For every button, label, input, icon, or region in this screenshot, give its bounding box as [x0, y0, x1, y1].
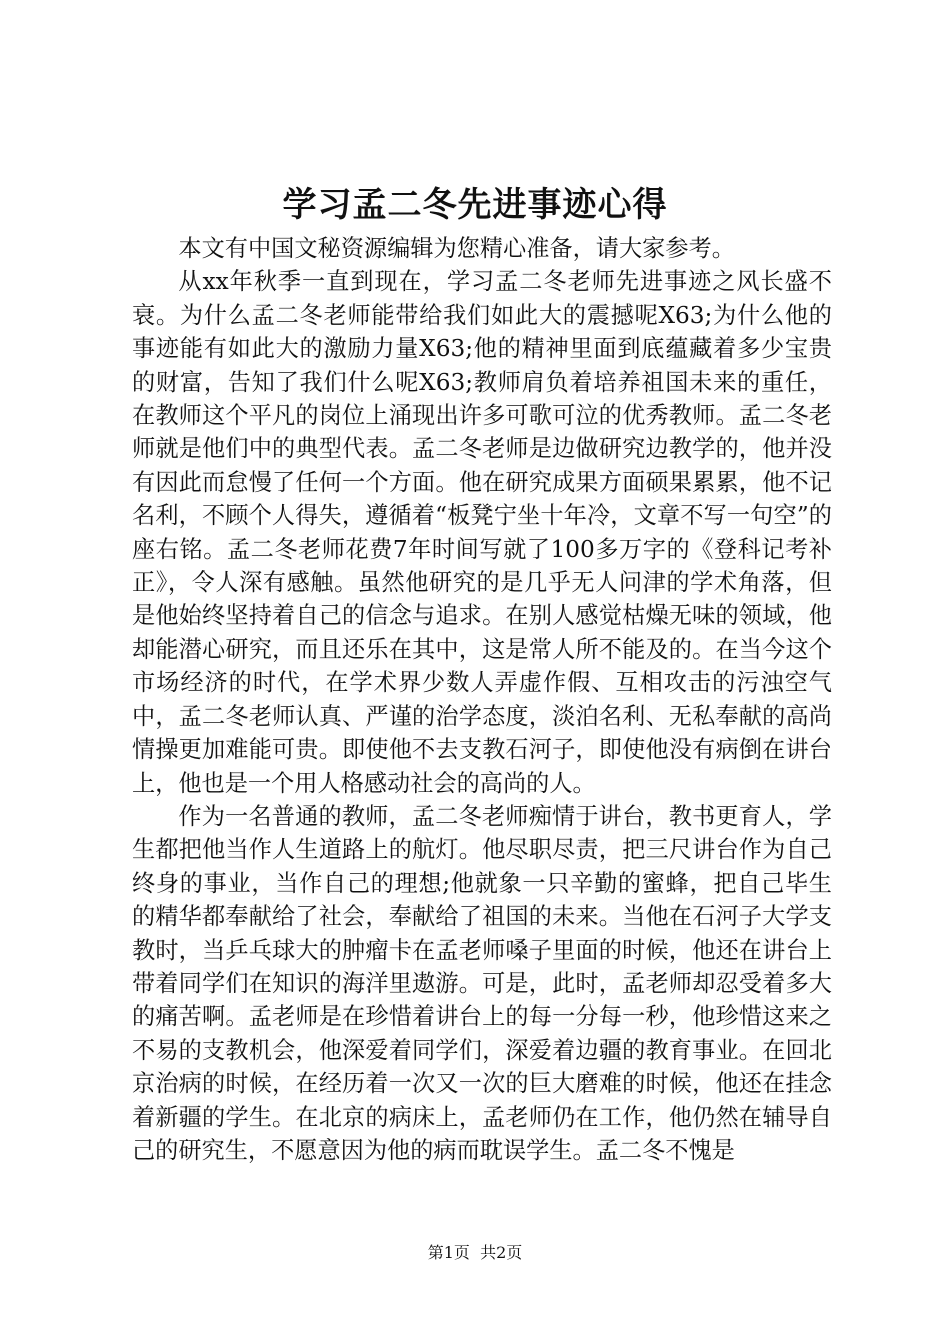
paragraph-1: 从xx年秋季一直到现在，学习孟二冬老师先进事迹之风长盛不衰。为什么孟二冬老师能带给我们如此大的震撼呢X63;为什么他的事迹能有如此大的激励力量X63;他的精神里面到底蕴藏着多少宝贵的财富，告知了我们什么呢X63;教师肩负着培养祖国未来的重任，在教师这个平凡的岗位上涌现出许多可歌可泣的优秀教师。孟二冬老师就是他们中的典型代表。孟二冬老师是边做研究边教学的，他并没有因此而怠慢了任何一个方面。他在研究成果方面硕果累累，他不记名利，不顾个人得失，遵循着“板凳宁坐十年冷，文章不写一句空”的座右铭。孟二冬老师花费7年时间写就了100多万字的《登科记考补正》，令人深有感触。虽然他研究的是几乎无人问津的学术角落，但是他始终坚持着自己的信念与追求。在别人感觉枯燥无味的领域，他却能潜心研究，而且还乐在其中，这是常人所不能及的。在当今这个市场经济的时代，在学术界少数人弄虚作假、互相攻击的污浊空气中，孟二冬老师认真、严谨的治学态度，淡泊名利、无私奉献的高尚情操更加难能可贵。即使他不去支教石河子，即使他没有病倒在讲台上，他也是一个用人格感动社会的高尚的人。	[132, 268, 832, 797]
page-footer	[0, 1241, 950, 1265]
document-body	[132, 232, 832, 1167]
paragraph-2: 作为一名普通的教师，孟二冬老师痴情于讲台，教书更育人，学生都把他当作人生道路上的航灯。他尽职尽责，把三尺讲台作为自己终身的事业，当作自己的理想;他就象一只辛勤的蜜蜂，把自己毕生的精华都奉献给了社会，奉献给了祖国的未来。当他在石河子大学支教时，当乒乓球大的肿瘤卡在孟老师嗓子里面的时候，他还在讲台上带着同学们在知识的海洋里遨游。可是，此时，孟老师却忍受着多大的痛苦啊。孟老师是在珍惜着讲台上的每一分每一秒，他珍惜这来之不易的支教机会，他深爱着同学们，深爱着边疆的教育事业。在回北京治病的时候，在经历着一次又一次的巨大磨难的时候，他还在挂念着新疆的学生。在北京的病床上，孟老师仍在工作，他仍然在辅导自己的研究生，不愿意因为他的病而耽误学生。孟二冬不愧是	[132, 802, 832, 1164]
document-title: 学习孟二冬先进事迹心得	[282, 185, 668, 225]
page-total: 共2页	[480, 1243, 523, 1262]
paragraph-intro: 本文有中国文秘资源编辑为您精心准备，请大家参考。	[178, 235, 735, 262]
page-number: 第1页	[427, 1243, 470, 1262]
